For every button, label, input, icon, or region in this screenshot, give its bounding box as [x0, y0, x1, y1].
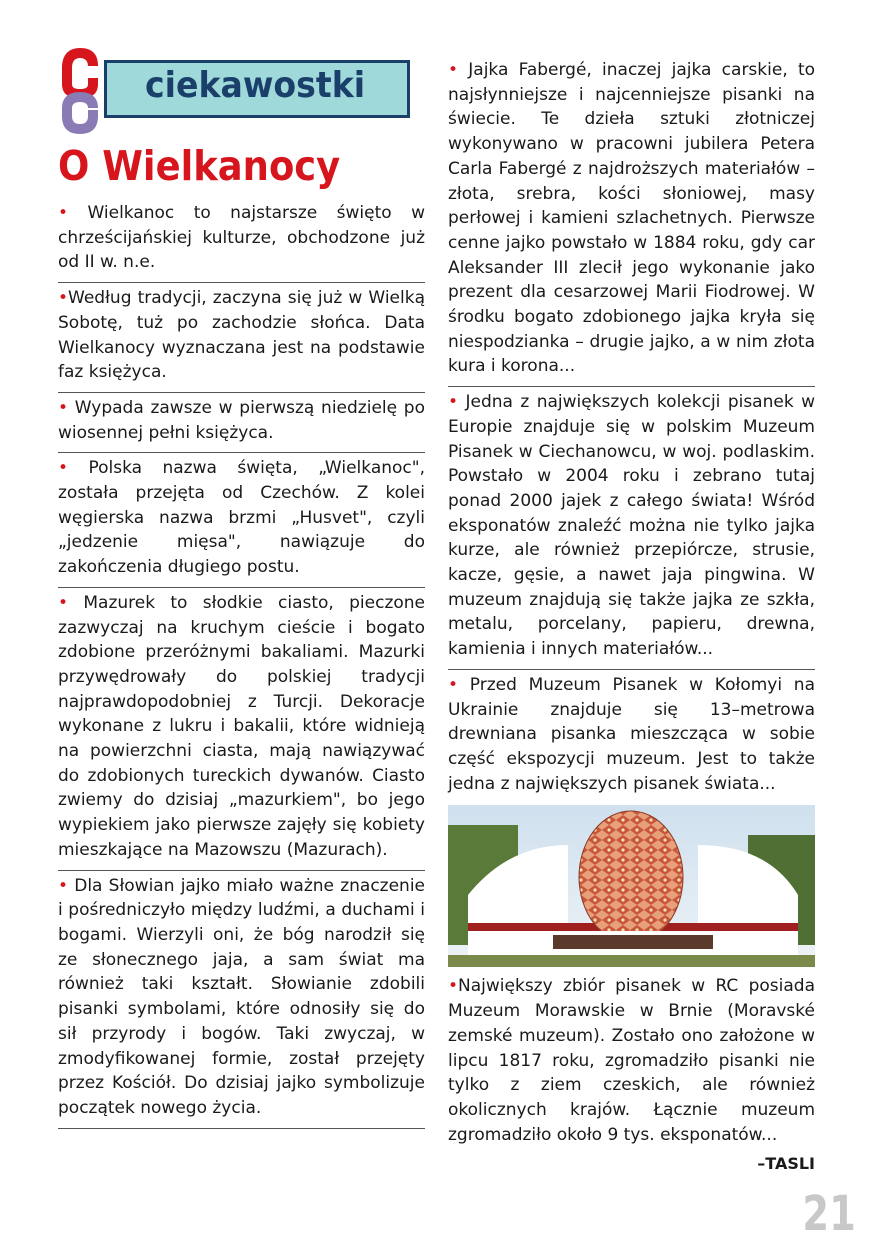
fact-item: [448, 971, 815, 1154]
bullet-icon: •: [58, 203, 69, 223]
page-title: O Wielkanocy: [58, 142, 341, 190]
fact-text: Przed Muzeum Pisanek w Kołomyi na Ukrainie znajduje się 13–metrowa drewniana pisanka mieszcząca w sobie część ekspozycji muzeum. Jest to także jedna z największych pisanek świata...: [448, 674, 816, 794]
fact-text: Mazurek to słodkie ciasto, pieczone zazwyczaj na kruchym cieście i bogato zdobione przeróżnymi bakaliami. Mazurki przywędrowały do polskiej tradycji najprawdopodobniej z Turcji. Dekoracje wykonane z lukru i bakalii, które widnieją na powierzchni ciasta, mają nawiązywać do zdobionych tureckich dywanów. Ciasto zwiemy do dzisiaj „mazurkiem", bo jego wypiekiem jako pierwsze zajęły się kobiety mieszkające na Mazowszu (Mazurach).: [58, 592, 426, 860]
fact-text: Wypada zawsze w pierwszą niedzielę po wiosennej pełni księżyca.: [58, 397, 425, 443]
magazine-logo-icon: [58, 44, 102, 136]
bullet-icon: •: [448, 60, 459, 80]
page-number: 21: [802, 1186, 856, 1242]
left-column: [58, 198, 425, 1129]
fact-item: [448, 55, 815, 387]
bullet-icon: •: [58, 875, 69, 896]
section-label: ciekawostki: [145, 65, 366, 106]
fact-item: [58, 588, 425, 871]
bullet-icon: •: [58, 592, 69, 613]
bullet-icon: •: [58, 288, 69, 309]
bullet-icon: •: [58, 397, 69, 418]
bullet-icon: •: [448, 976, 459, 997]
pysanka-museum-photo: [448, 805, 815, 967]
bullet-icon: •: [58, 458, 69, 479]
fact-text: Jedna z największych kolekcji pisanek w Europie znajduje się w polskim Muzeum Pisanek w Ciechanowcu, w woj. podlaskim. Powstało w 2004 roku i zebrano tutaj ponad 2000 jajek z całego świata! Wśród eksponatów znaleźć można nie tylko jajka kurze, ale również przepiórcze, strusie, kacze, gęsie, a nawet jaja pingwina. W muzeum znajdują się także jajka ze szkła, metalu, porcelany, papieru, drewna, kamienia i innych materiałów...: [448, 392, 816, 660]
fact-item: [58, 453, 425, 588]
fact-item: [58, 283, 425, 393]
fact-item: [58, 871, 425, 1129]
fact-text: Największy zbiór pisanek w RC posiada Muzeum Morawskie w Brnie (Moravské zemské muzeum). Zostało ono założone w lipcu 1817 roku, zgromadziło pisanki nie tylko z ziem czeskich, ale również okolicznych krajów. Łącznie muzeum zgromadziło około 9 tys. eksponatów...: [448, 976, 815, 1145]
fact-item: [448, 670, 815, 804]
section-banner: [104, 60, 410, 118]
fact-text: Dla Słowian jajko miało ważne znaczenie i pośredniczyło między ludźmi, a duchami i bogami. Wierzyli oni, że bóg narodził się ze słonecznego jaja, a sam świat ma również taki kształt. Słowianie zdobili pisanki symbolami, które odnosiły się do sił przyrody i bogów. Taki zwyczaj, w zmodyfikowanej formie, został przejęty przez Kościół. Do dzisiaj jajko symbolizuje początek nowego życia.: [58, 875, 425, 1118]
bullet-icon: •: [448, 392, 459, 413]
fact-text: Wielkanoc to najstarsze święto w chrześcijańskiej kulturze, obchodzone już od II w. n.e.: [58, 203, 425, 273]
fact-text: Według tradycji, zaczyna się już w Wielką Sobotę, tuż po zachodzie słońca. Data Wielkanocy wyznaczana jest na podstawie faz księżyca.: [58, 288, 425, 383]
fact-item: [448, 387, 815, 670]
fact-item: [58, 198, 425, 283]
fact-text: Jajka Fabergé, inaczej jajka carskie, to najsłynniejsze i najcenniejsze pisanki na świecie. Te dzieła sztuki złotniczej wykonywano w pracowni jubilera Petera Carla Fabergé z najdroższych materiałów – złota, srebra, kości słoniowej, masy perłowej i kamieni szlachetnych. Pierwsze cenne jajko powstało w 1884 roku, gdy car Aleksander III zlecił jego wykonanie jako prezent dla cesarzowej Marii Fiodrowej. W środku bogato zdobionego jajka kryła się niespodzianka – drugie jajko, a w nim złota kura i korona...: [448, 60, 816, 377]
fact-item: [58, 393, 425, 453]
right-column: [448, 55, 815, 1173]
bullet-icon: •: [448, 674, 459, 695]
fact-text: Polska nazwa święta, „Wielkanoc", została przejęta od Czechów. Z kolei węgierska nazwa brzmi „Husvet", czyli „jedzenie mięsa", nawiązuje do zakończenia długiego postu.: [58, 458, 425, 578]
author-signature: –TASLI: [757, 1154, 815, 1174]
